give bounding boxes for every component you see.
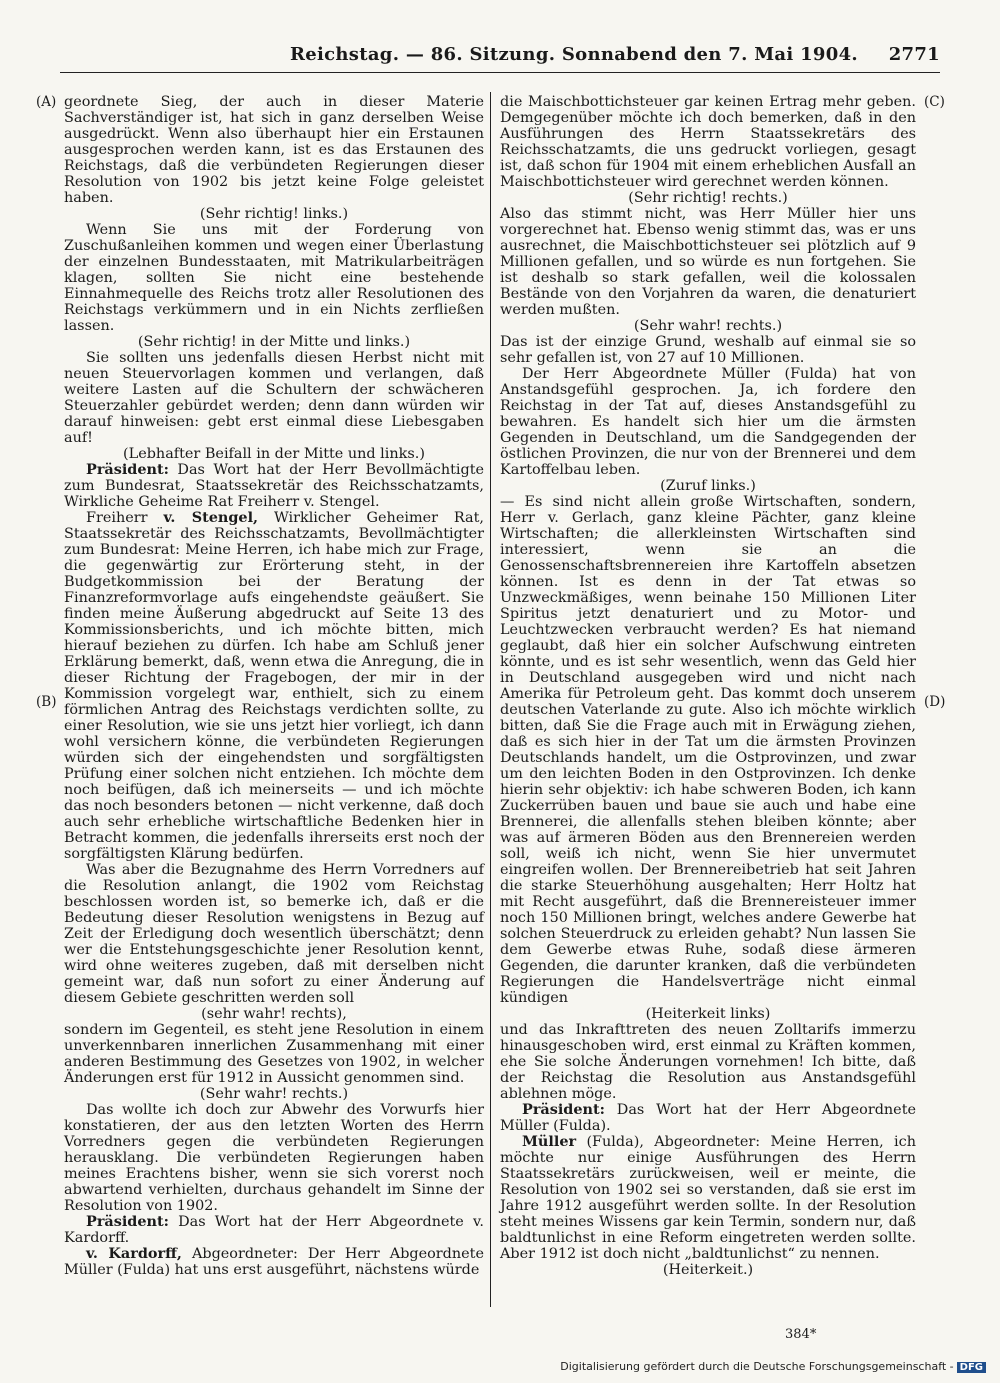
header-title: Reichstag. — 86. Sitzung. Sonnabend den 7. Mai 1904. [290, 44, 858, 65]
interjection: (Sehr richtig! links.) [199, 206, 349, 222]
interjection: (Zuruf links.) [660, 478, 756, 494]
paragraph: Der Herr Abgeordnete Müller (Fulda) hat von Anstandsgefühl gesprochen. Ja, ich fordere den Reichstag in der Tat auf, dieses Anstandsgefühl zu bewahren. Es handelt sich hier um die ärmsten Gegenden in Deutschland, um die Sandgegenden der östlichen Provinzen, die nur von der Brennerei und dem Kartoffelbau leben. [500, 366, 916, 478]
paragraph: Sie sollten uns jedenfalls diesen Herbst nicht mit neuen Steuervorlagen kommen und verlangen, daß weitere Lasten auf die Schultern der schwächeren Steuerzahler gebürdet werden; denn dann würden wir darauf hinweisen: gebt erst einmal diese Liebesgaben auf! [64, 350, 484, 446]
speaker-name: Präsident: [86, 461, 169, 478]
speaker-name: Müller [522, 1133, 577, 1150]
paragraph [64, 1246, 484, 1278]
right-column [500, 94, 916, 1278]
interjection: (Sehr wahr! rechts.) [199, 1086, 349, 1102]
interjection: (Sehr richtig! rechts.) [628, 190, 788, 206]
margin-letter-d: (D) [924, 694, 946, 710]
paragraph: Wenn Sie uns mit der Forderung von Zuschußanleihen kommen und wegen einer Überlastung der einzelnen Bundesstaaten, mit Matrikularbeiträgen klagen, sollten Sie nicht eine bestehende Einnahmequelle des Reichs trotz aller Resolutionen des Reichstags verkümmern und in ein Nichts zerfließen lassen. [64, 222, 484, 334]
margin-letter-b: (B) [36, 694, 57, 710]
footer-text: Digitalisierung gefördert durch die Deutsche Forschungsgemeinschaft - [560, 1360, 954, 1373]
paragraph [500, 1102, 916, 1134]
paragraph [64, 1214, 484, 1246]
paragraph [64, 510, 484, 862]
margin-letter-a: (A) [36, 94, 57, 110]
speaker-name: Präsident: [522, 1101, 605, 1118]
paragraph: Was aber die Bezugnahme des Herrn Vorredners auf die Resolution anlangt, die 1902 vom Reichstag beschlossen worden ist, so bemerke ich, daß er die Bedeutung dieser Resolution wenigstens in Bezug auf Zeit der Erledigung doch wesentlich überschätzt; denn wer die Entstehungsgeschichte jener Resolution kennt, wird ohne weiteres zugeben, daß mit derselben nicht gemeint war, daß nun sofort zu einer Änderung auf diesem Gebiete geschritten werden soll [64, 862, 484, 1006]
interjection: (Sehr richtig! in der Mitte und links.) [137, 334, 411, 350]
paragraph [500, 1134, 916, 1262]
page-number: 2771 [888, 44, 940, 65]
speaker-name: v. Stengel, [163, 509, 259, 526]
paragraph: sondern im Gegenteil, es steht jene Resolution in einem unverkennbaren innerlichen Zusammenhang mit einer anderen Bestimmung des Gesetzes von 1902, in welcher Änderungen erst für 1912 in Aussicht genommen sind. [64, 1022, 484, 1086]
paragraph: die Maischbottichsteuer gar keinen Ertrag mehr geben. Demgegenüber möchte ich doch bemerken, daß in den Ausführungen des Herrn Staatssekretärs des Reichsschatzamts, die uns gedruckt vorliegen, gesagt ist, daß schon für 1904 mit einem erheblichen Ausfall an Maischbottichsteuer wird gerechnet werden können. [500, 94, 916, 190]
paragraph: und das Inkrafttreten des neuen Zolltarifs immerzu hinausgeschoben wird, erst einmal zu Kräften kommen, ehe Sie solche Änderungen vornehmen! Ich bitte, daß der Reichstag die Resolution aus Anstandsgefühl ablehnen möge. [500, 1022, 916, 1102]
paragraph: Also das stimmt nicht, was Herr Müller hier uns vorgerechnet hat. Ebenso wenig stimmt das, was er uns ausrechnet, die Maischbottichsteuer sei plötzlich auf 9 Millionen gefallen, und so würde es nun fortgehen. Sie ist deshalb so stark gefallen, weil die kolossalen Bestände von den Vorjahren da waren, die denaturiert werden mußten. [500, 206, 916, 318]
paragraph-text: Freiherr [86, 510, 164, 526]
column-divider [490, 92, 491, 1307]
dfg-logo: DFG [957, 1362, 986, 1373]
margin-letter-c: (C) [924, 94, 945, 110]
interjection: (Heiterkeit links) [645, 1006, 771, 1022]
paragraph [64, 462, 484, 510]
paragraph-text: Das Wort hat der Herr Bevollmächtigte zum Bundesrat, Staatssekretär des Reichsschatzamts, Wirkliche Geheime Rat Freiherr v. Stengel. [64, 462, 484, 510]
page-header [60, 44, 940, 70]
interjection: (Heiterkeit.) [662, 1262, 754, 1278]
interjection: (Lebhafter Beifall in der Mitte und links.) [123, 446, 425, 462]
interjection: (Sehr wahr! rechts.) [633, 318, 783, 334]
paragraph-text: Das Wort hat der Herr Abgeordnete Müller (Fulda). [500, 1102, 916, 1134]
paragraph-text: Das Wort hat der Herr Abgeordnete v. Kardorff. [64, 1214, 484, 1246]
header-rule [60, 72, 940, 73]
speaker-name: v. Kardorff, [86, 1245, 182, 1262]
footer-credit [560, 1360, 986, 1373]
paragraph: — Es sind nicht allein große Wirtschaften, sondern, Herr v. Gerlach, ganz kleine Pächter, ganz kleine Wirtschaften; die allerkleinsten Wirtschaften sind interessiert, wenn sie an die Genossenschaftsbrennereien ihre Kartoffeln absetzen können. Ist es denn in der Tat etwas so Unzweckmäßiges, wenn beinahe 150 Millionen Liter Spiritus jetzt denaturiert und zu Motor- und Leuchtzwecken verbraucht werden? Es hat niemand geglaubt, daß hier ein solcher Aufschwung eintreten könnte, und es ist sehr wesentlich, wenn das Geld hier in Deutschland ausgegeben wird und nicht nach Amerika für Petroleum geht. Das kommt doch unserem deutschen Vaterlande zu gute. Also ich möchte wirklich bitten, daß Sie die Frage auch mit in Erwägung ziehen, daß es sich hier in der Tat um die ärmsten Provinzen Deutschlands handelt, um die Ostprovinzen, und zwar um den leichten Boden in den Ostprovinzen. Ich denke hierin sehr objektiv: ich habe schweren Boden, ich kann Zuckerrüben bauen und baue sie auch und habe eine Brennerei, die allenfalls stehen bleiben könnte; aber was auf ärmeren Böden aus den Brennereien werden soll, weiß ich nicht, wenn Sie hier unvermutet eingreifen wollen. Der Brennereibetrieb hat seit Jahren die starke Steuerhöhung ausgehalten; Herr Holtz hat mit Recht ausgeführt, daß die Brennereisteuer immer noch 150 Millionen bringt, welches andere Gewerbe hat solchen Steuerdruck zu erleiden gehabt? Nun lassen Sie dem Gewerbe etwas Ruhe, sodaß diese ärmeren Gegenden, die darunter kranken, daß die verbündeten Regierungen die Handelsverträge nicht einmal kündigen [500, 494, 916, 1006]
paragraph: geordnete Sieg, der auch in dieser Materie Sachverständiger ist, hat sich in ganz derselben Weise ausgedrückt. Wenn also überhaupt hier ein Erstaunen ausgesprochen werden kann, ist es das Erstaunen des Reichstags, daß die verbündeten Regierungen dieser Resolution von 1902 bis jetzt keine Folge geleistet haben. [64, 94, 484, 206]
speaker-name: Präsident: [86, 1213, 169, 1230]
interjection: (sehr wahr! rechts), [201, 1006, 347, 1022]
paragraph-text: (Fulda), Abgeordneter: Meine Herren, ich möchte nur einige Ausführungen des Herrn Staatssekretärs zurückweisen, weil er meinte, die Resolution von 1902 sei so verstanden, daß sie erst im Jahre 1912 ausgeführt werden sollte. In der Resolution steht meines Wissens gar kein Termin, sondern nur, daß baldtunlichst in eine Reform eingetreten werden sollte. Aber 1912 ist doch nicht „baldtunlichst“ zu nennen. [500, 1134, 916, 1262]
paragraph-text: Wirklicher Geheimer Rat, Staatssekretär des Reichsschatzamts, Bevollmächtigter zum Bundesrat: Meine Herren, ich habe mich zur Frage, die gegenwärtig zur Erörterung steht, in der Budgetkommission bei der Beratung der Finanzreformvorlage aufs eingehendste geäußert. Sie finden meine Äußerung abgedruckt auf Seite 13 des Kommissionsberichts, und ich möchte bitten, mich hierauf beziehen zu dürfen. Ich habe am Schluß jener Erklärung bemerkt, daß, wenn etwa die Anregung, die in dieser Richtung der Fragebogen, der mir in der Kommission vorgelegt war, enthielt, sich zu einem förmlichen Antrag des Reichstags verdichten sollte, zu einer Resolution, wie sie uns jetzt hier vorliegt, ich dann wohl versichern könne, die verbündeten Regierungen würden sich der eingehendsten und sorgfältigsten Prüfung einer solchen nicht entziehen. Ich möchte dem noch beifügen, daß ich meinerseits — und ich möchte das noch besonders betonen — nicht verkenne, daß doch auch sehr erhebliche wirtschaftliche Bedenken hier in Betracht kommen, die jedenfalls ihrerseits erst noch der sorgfältigsten Klärung bedürfen. [64, 510, 484, 862]
paragraph: Das wollte ich doch zur Abwehr des Vorwurfs hier konstatieren, der aus den letzten Worten des Herrn Vorredners gegen die verbündeten Regierungen herausklang. Die verbündeten Regierungen haben meines Erachtens bisher, wenn sie sich vorerst noch abwartend verhielten, durchaus gehandelt im Sinne der Resolution von 1902. [64, 1102, 484, 1214]
signature-mark: 384* [785, 1327, 817, 1342]
paragraph-text: Abgeordneter: Der Herr Abgeordnete Müller (Fulda) hat uns erst ausgeführt, nächstens würde [64, 1246, 484, 1278]
left-column [64, 94, 484, 1278]
paragraph: Das ist der einzige Grund, weshalb auf einmal sie so sehr gefallen ist, von 27 auf 10 Millionen. [500, 334, 916, 366]
